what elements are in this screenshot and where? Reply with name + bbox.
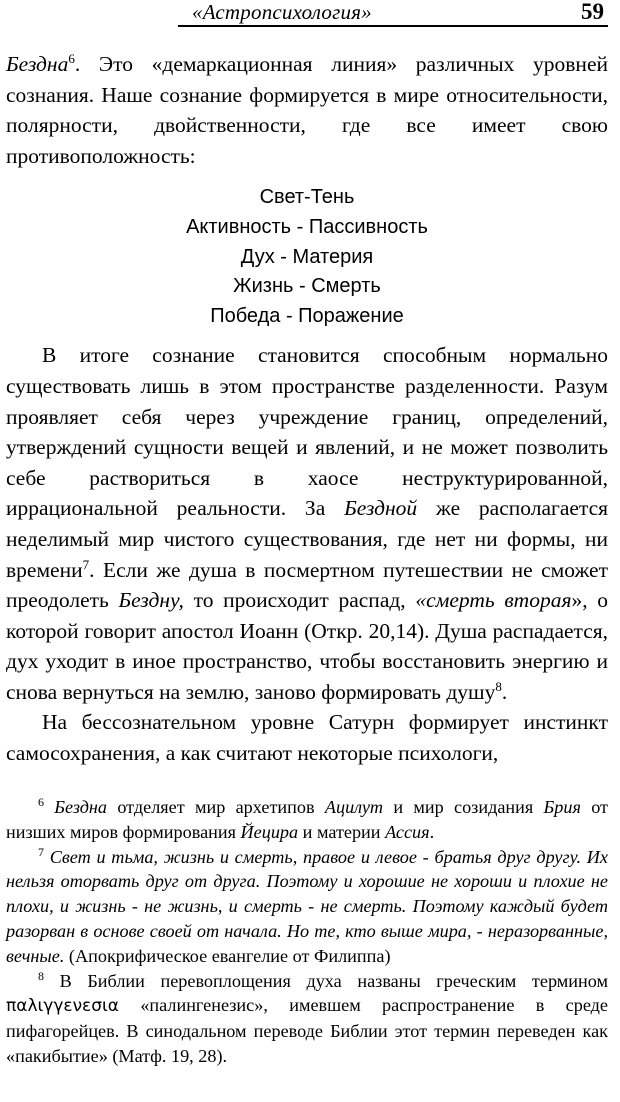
header-rule bbox=[178, 25, 608, 27]
paragraph-1 bbox=[6, 49, 608, 171]
pair-item: Победа - Поражение bbox=[210, 304, 404, 327]
footnotes bbox=[6, 795, 608, 1069]
footnote-number: 8 bbox=[38, 968, 44, 983]
text-span: В Библии перевоплощения духа названы греческим термином bbox=[44, 970, 608, 991]
italic-term: Бездна bbox=[54, 797, 108, 817]
polarity-pairs-list bbox=[6, 183, 608, 331]
running-header bbox=[6, 0, 608, 30]
italic-term: Ассия bbox=[385, 821, 430, 842]
text-span: . bbox=[429, 821, 435, 842]
main-text bbox=[6, 49, 608, 769]
italic-term: Ацилут bbox=[324, 797, 384, 817]
footnote-8 bbox=[6, 969, 608, 1069]
paragraph-1-text: . Это «демаркационная линия» различных уровней сознания. Наше сознание формируется в мире относительности, полярности, двойственности, где все имеет свою противоположность: bbox=[6, 52, 608, 168]
page-number: 59 bbox=[581, 0, 604, 24]
footnote-number: 6 bbox=[38, 794, 44, 809]
text-span: . Если же душа в посмертном путешествии не сможет преодолеть bbox=[6, 557, 608, 613]
footnote-ref-6: 6 bbox=[68, 50, 75, 66]
text-span: В итоге сознание становится способным нормально существовать лишь в этом пространстве разделенности. Разум проявляет себя через учреждение границ, определений, утверждений сущности вещей и явлений, и не может позволить себе раствориться в хаосе неструктурированной, иррациональной реальности. За bbox=[6, 343, 608, 521]
footnote-quote: Свет и тьма, жизнь и смерть, правое и левое - братья друг другу. Их нельзя оторвать друг от друга. Поэтому и хорошие не хороши и плохие не плохи, и жизнь - не жизнь, и смерть - не смерть. Поэтому каждый будет разорван в основе своей от начала. Но те, кто выше мира, - неразорванные, вечные. bbox=[6, 846, 609, 966]
footnote-number: 7 bbox=[38, 844, 44, 859]
text-span: . bbox=[501, 679, 508, 704]
italic-term: Йецира bbox=[240, 821, 299, 842]
text-span: и мир созидания bbox=[383, 797, 544, 817]
pair-item: Дух - Материя bbox=[240, 245, 374, 268]
text-span: отделяет мир архетипов bbox=[107, 797, 325, 817]
header-title: «Астропсихология» bbox=[192, 0, 372, 24]
text-span: от низших миров формирования bbox=[6, 797, 608, 842]
footnote-7 bbox=[6, 845, 608, 969]
footnote-ref-8: 8 bbox=[495, 678, 502, 694]
pair-item: Жизнь - Смерть bbox=[233, 275, 381, 298]
text-span: же располагается неделимый мир чистого существования, где нет ни формы, ни времени bbox=[6, 496, 609, 582]
footnote-ref-7: 7 bbox=[82, 556, 90, 572]
term-abyss: Бездна bbox=[6, 52, 69, 76]
text-span: то происходит распад, bbox=[183, 588, 416, 613]
italic-term: «смерть вторая bbox=[415, 588, 572, 613]
pair-item: Свет-Тень bbox=[259, 186, 355, 209]
italic-term: Бездной bbox=[344, 496, 418, 521]
paragraph-3: На бессознательном уровне Сатурн формирует инстинкт самосохранения, а как считают некоторые психологи, bbox=[6, 710, 608, 766]
text-span: и материи bbox=[298, 821, 386, 842]
italic-term: Бездну, bbox=[118, 588, 184, 613]
footnote-6 bbox=[6, 795, 608, 845]
paragraph-2 bbox=[6, 340, 608, 707]
greek-term: παλιγγενεσια bbox=[6, 996, 119, 1017]
footnote-source: (Апокрифическое евангелие от Филиппа) bbox=[64, 945, 391, 966]
italic-term: Брия bbox=[543, 797, 581, 817]
text-span: «палингенезис», имевшем распространение в среде пифагорейцев. В синодальном переводе Библии этот термин переведен как «пакибытие» (Матф. 19, 28). bbox=[6, 995, 608, 1066]
text-span: », о которой говорит апостол Иоанн (Откр. 20,14). Душа распадается, дух уходит в иное пространство, чтобы восстановить энергию и снова вернуться на землю, заново формировать душу bbox=[6, 588, 608, 704]
pair-item: Активность - Пассивность bbox=[186, 215, 428, 238]
